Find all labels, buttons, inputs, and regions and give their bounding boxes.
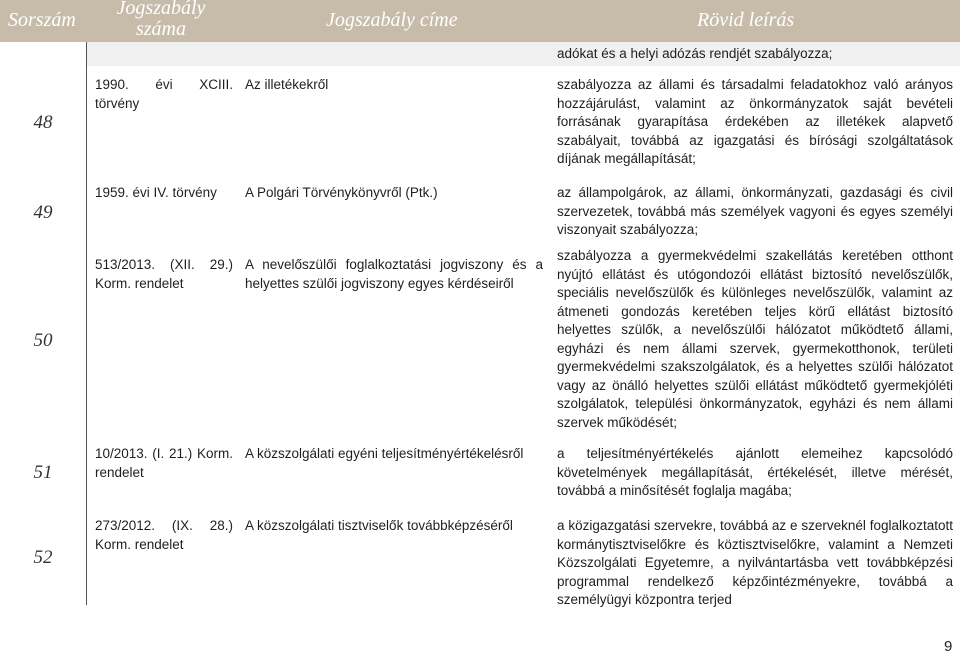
- row-52-title: A közszolgálati tisztviselők továbbképzéséről: [245, 518, 513, 533]
- row-49-law-number: 1959. évi IV. törvény: [95, 185, 217, 200]
- row-49-description: az állampolgárok, az állami, önkormányzati, gazdasági és civil szervezetek, továbbá más személyek vagyoni és egyes személyi viszonyait szabályozza;: [557, 185, 953, 237]
- row-48-number: 48: [33, 112, 53, 133]
- header-rovid-leiras: Rövid leírás: [697, 9, 795, 31]
- row-52-law-number: 273/2012. (IX. 28.) Korm. rendelet: [95, 518, 233, 552]
- row-50-description: szabályozza a gyermekvédelmi szakellátás keretében otthont nyújtó ellátást és utógondozói ellátást biztosító nevelőszülők, speciális nevelőszülők és különleges nevelőszülők, valamint az átmeneti gondozás keretében teljes körű ellátást biztosító helyettes szülők, a nevelőszülői hálózatot működtető állami, egyházi és nem állami szervek, gyermekotthonok, területi gyermekvédelmi szakszolgálatok, és a helyettes szülői hálózatot vagy az önálló helyettes szülői ellátást működtető gyermekjóléti szolgálatok, települési önkormányzatok, egyházi és nem állami szervek működését;: [557, 248, 953, 430]
- header-szam-line2: száma: [135, 18, 186, 40]
- row-51-number: 51: [33, 462, 53, 483]
- header-szam-line1: Jogszabály: [116, 0, 206, 19]
- header-jogszabaly-cime: Jogszabály címe: [326, 9, 458, 31]
- page-number: 9: [944, 638, 953, 655]
- row-48-law-number: 1990. évi XCIII. törvény: [95, 77, 233, 111]
- row-52-description: a közigazgatási szervekre, továbbá az e szerveknél foglalkoztatott kormánytisztviselőkre és köztisztviselőkre, valamint a Nemzeti Közszolgálati Egyetemre, a nyilvántartásba vett továbbképzési programmal rendelkező képzőintézményekre, továbbá a személyügyi központra terjed: [557, 518, 953, 607]
- row-51-description: a teljesítményértékelés ajánlott elemeihez kapcsolódó követelmények megállapítását, értékelését, illetve mérését, továbbá a minősítését foglalja magába;: [557, 446, 953, 498]
- row-49-title: A Polgári Törvénykönyvről (Ptk.): [245, 185, 438, 200]
- row-48-title: Az illetékekről: [245, 77, 329, 92]
- row-52-number: 52: [33, 547, 53, 568]
- row-50-title: A nevelőszülői foglalkoztatási jogviszony és a helyettes szülői jogviszony egyes kérdéseiről: [245, 257, 543, 291]
- header-jogszabaly-szama: [96, 0, 226, 40]
- row-50-number: 50: [33, 330, 53, 351]
- row-49-number: 49: [33, 202, 53, 223]
- carry-over-text: adókat és a helyi adózás rendjét szabályozza;: [557, 46, 833, 61]
- row-51-title: A közszolgálati egyéni teljesítményértékelésről: [245, 446, 524, 461]
- row-48-description: szabályozza az állami és társadalmi feladatokhoz való arányos hozzájárulást, valamint az önkormányzatok saját bevételi forrásának gyarapítása érdekében az illetékek alapvető szabályait, továbbá az igazgatási és bírósági szolgáltatások díjának megállapítását;: [557, 77, 953, 166]
- table-header: [0, 0, 960, 42]
- row-50-law-number: 513/2013. (XII. 29.) Korm. rendelet: [95, 257, 233, 291]
- row-51-law-number: 10/2013. (I. 21.) Korm. rendelet: [95, 446, 233, 480]
- column-divider: [86, 42, 87, 605]
- header-sorszam: Sorszám: [8, 9, 76, 31]
